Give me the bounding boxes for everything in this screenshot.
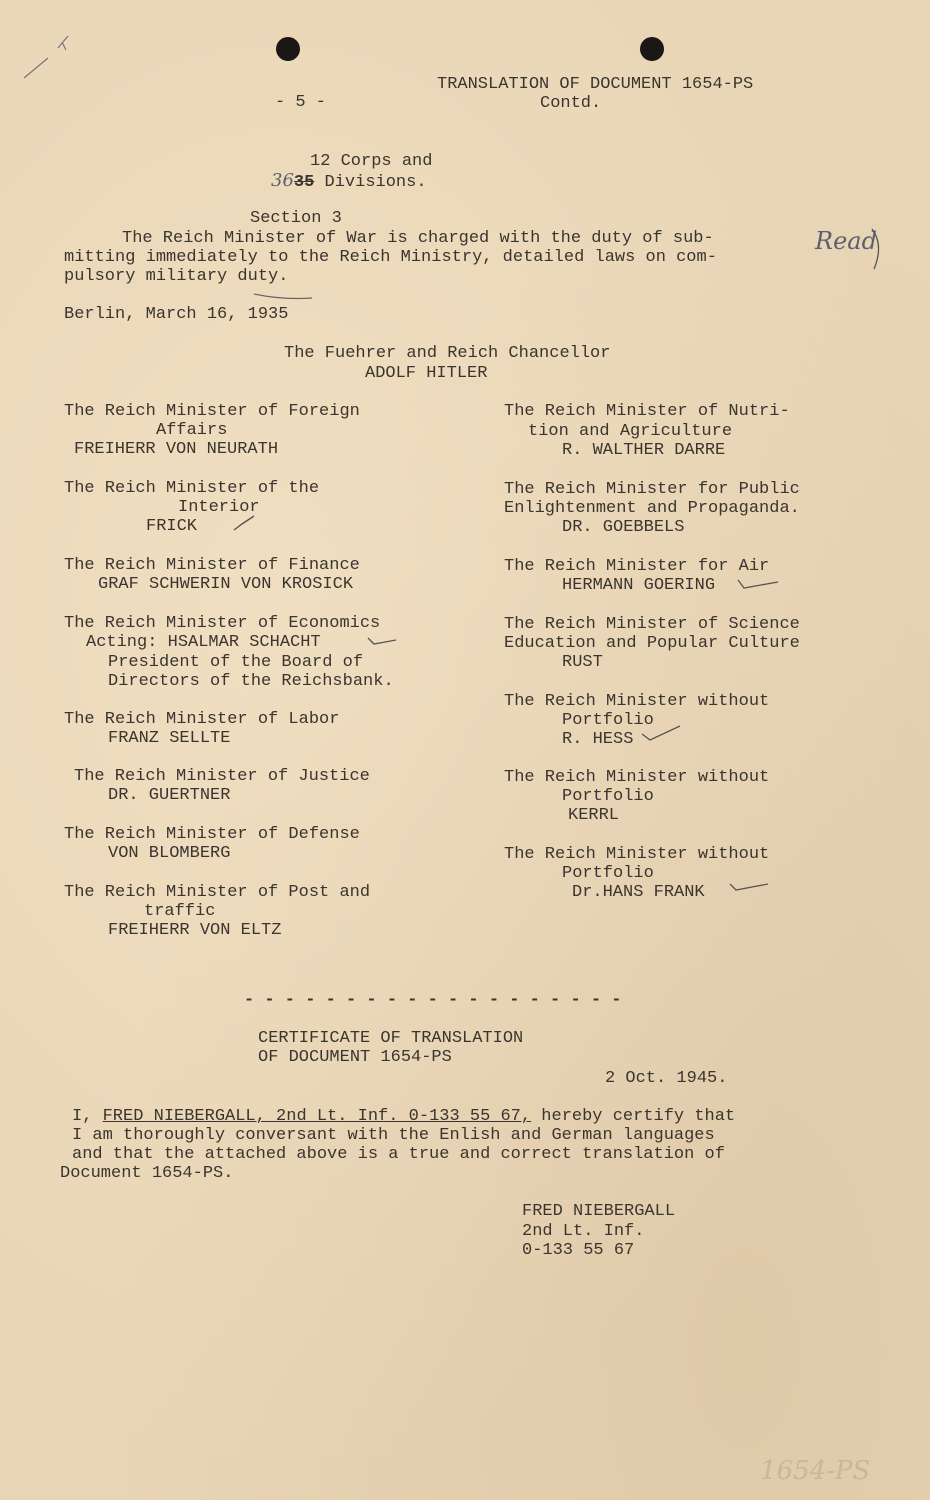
certificate-body-line-3: and that the attached above is a true and correct translation of	[72, 1145, 725, 1164]
certificate-body-line-4: Document 1654-PS.	[60, 1164, 234, 1183]
minister-foreign-name: FREIHERR VON NEURATH	[74, 440, 279, 459]
date-place: Berlin, March 16, 1935	[64, 305, 289, 324]
minister-labor-name: FRANZ SELLTE	[108, 729, 231, 748]
certificate-title-2: OF DOCUMENT 1654-PS	[258, 1048, 452, 1067]
minister-finance-line-1: The Reich Minister of Finance	[64, 556, 360, 575]
section-line-1: The Reich Minister of War is charged with the duty of sub-	[122, 229, 714, 248]
minister-portfolio-3-line-2: Portfolio	[562, 864, 654, 883]
fuehrer-name: ADOLF HITLER	[365, 364, 488, 383]
signature-serial: 0-133 55 67	[522, 1241, 635, 1260]
document-title: TRANSLATION OF DOCUMENT 1654-PS	[437, 75, 754, 94]
minister-portfolio-1-line-1: The Reich Minister without	[504, 692, 770, 711]
signature-rank: 2nd Lt. Inf.	[522, 1222, 645, 1241]
section-line-3: pulsory military duty.	[64, 267, 289, 286]
minister-labor-line-1: The Reich Minister of Labor	[64, 710, 340, 729]
certificate-translator-name: FRED NIEBERGALL, 2nd Lt. Inf. 0-133 55 67,	[102, 1107, 532, 1126]
handwritten-division-number: 36	[271, 170, 294, 191]
minister-propaganda-line-1: The Reich Minister for Public	[504, 480, 800, 499]
signature-name: FRED NIEBERGALL	[522, 1202, 676, 1221]
certificate-prefix: I,	[72, 1107, 103, 1126]
minister-portfolio-2-line-2: Portfolio	[562, 787, 654, 806]
minister-economics-line-4: Directors of the Reichsbank.	[108, 672, 394, 691]
divisions-line	[271, 171, 427, 192]
corps-line: 12 Corps and	[310, 152, 433, 171]
minister-nutrition-line-2: tion and Agriculture	[528, 422, 733, 441]
underline-tick-icon	[252, 290, 332, 304]
checkmark-icon	[728, 882, 778, 896]
minister-air-name: HERMANN GOERING	[562, 576, 716, 595]
minister-interior-name: FRICK	[146, 517, 198, 536]
section-heading: Section 3	[250, 209, 342, 228]
minister-foreign-line-1: The Reich Minister of Foreign	[64, 402, 360, 421]
minister-foreign-line-2: Affairs	[156, 421, 228, 440]
minister-economics-line-1: The Reich Minister of Economics	[64, 614, 381, 633]
certificate-body-line-1	[72, 1107, 735, 1126]
certificate-suffix: hereby certify that	[531, 1107, 736, 1126]
minister-post-name: FREIHERR VON ELTZ	[108, 921, 282, 940]
section-divider: - - - - - - - - - - - - - - - - - - -	[244, 991, 622, 1010]
document-contd: Contd.	[540, 94, 602, 113]
checkmark-icon	[366, 636, 406, 650]
fuehrer-title: The Fuehrer and Reich Chancellor	[284, 344, 611, 363]
section-line-2: mitting immediately to the Reich Ministry, detailed laws on com-	[64, 248, 717, 267]
minister-justice-name: DR. GUERTNER	[108, 786, 231, 805]
pencil-mark-icon	[18, 28, 78, 88]
corner-note: 1654-PS	[760, 1456, 871, 1486]
margin-note: Read	[815, 227, 877, 255]
page-number: - 5 -	[275, 93, 327, 112]
minister-science-line-1: The Reich Minister of Science	[504, 615, 800, 634]
minister-propaganda-line-2: Enlightenment and Propaganda.	[504, 499, 800, 518]
minister-interior-line-1: The Reich Minister of the	[64, 479, 320, 498]
certificate-title-1: CERTIFICATE OF TRANSLATION	[258, 1029, 524, 1048]
certificate-body-line-2: I am thoroughly conversant with the Enlish and German languages	[72, 1126, 715, 1145]
divisions-suffix: Divisions.	[324, 173, 427, 192]
minister-nutrition-line-1: The Reich Minister of Nutri-	[504, 402, 790, 421]
minister-propaganda-name: DR. GOEBBELS	[562, 518, 685, 537]
minister-finance-name: GRAF SCHWERIN VON KROSICK	[98, 575, 354, 594]
minister-post-line-1: The Reich Minister of Post and	[64, 883, 371, 902]
struck-division-number: 35	[293, 173, 315, 192]
minister-economics-line-2: Acting: HSALMAR SCHACHT	[86, 633, 321, 652]
minister-defense-line-1: The Reich Minister of Defense	[64, 825, 360, 844]
margin-bracket-icon	[868, 225, 888, 275]
minister-portfolio-1-name: R. HESS	[562, 730, 634, 749]
minister-defense-name: VON BLOMBERG	[108, 844, 231, 863]
checkmark-icon	[640, 724, 690, 744]
minister-portfolio-3-name: Dr.HANS FRANK	[572, 883, 705, 902]
minister-portfolio-3-line-1: The Reich Minister without	[504, 845, 770, 864]
punch-hole-right	[640, 37, 664, 61]
minister-nutrition-name: R. WALTHER DARRE	[562, 441, 726, 460]
punch-hole-left	[276, 37, 300, 61]
minister-economics-line-3: President of the Board of	[108, 653, 364, 672]
minister-air-line-1: The Reich Minister for Air	[504, 557, 770, 576]
minister-portfolio-1-line-2: Portfolio	[562, 711, 654, 730]
checkmark-icon	[232, 514, 272, 534]
minister-portfolio-2-line-1: The Reich Minister without	[504, 768, 770, 787]
minister-science-line-2: Education and Popular Culture	[504, 634, 800, 653]
certificate-date: 2 Oct. 1945.	[605, 1069, 728, 1088]
minister-portfolio-2-name: KERRL	[568, 806, 620, 825]
minister-justice-line-1: The Reich Minister of Justice	[74, 767, 370, 786]
checkmark-icon	[736, 578, 786, 592]
minister-interior-line-2: Interior	[178, 498, 260, 517]
minister-post-line-2: traffic	[144, 902, 216, 921]
minister-science-name: RUST	[562, 653, 603, 672]
